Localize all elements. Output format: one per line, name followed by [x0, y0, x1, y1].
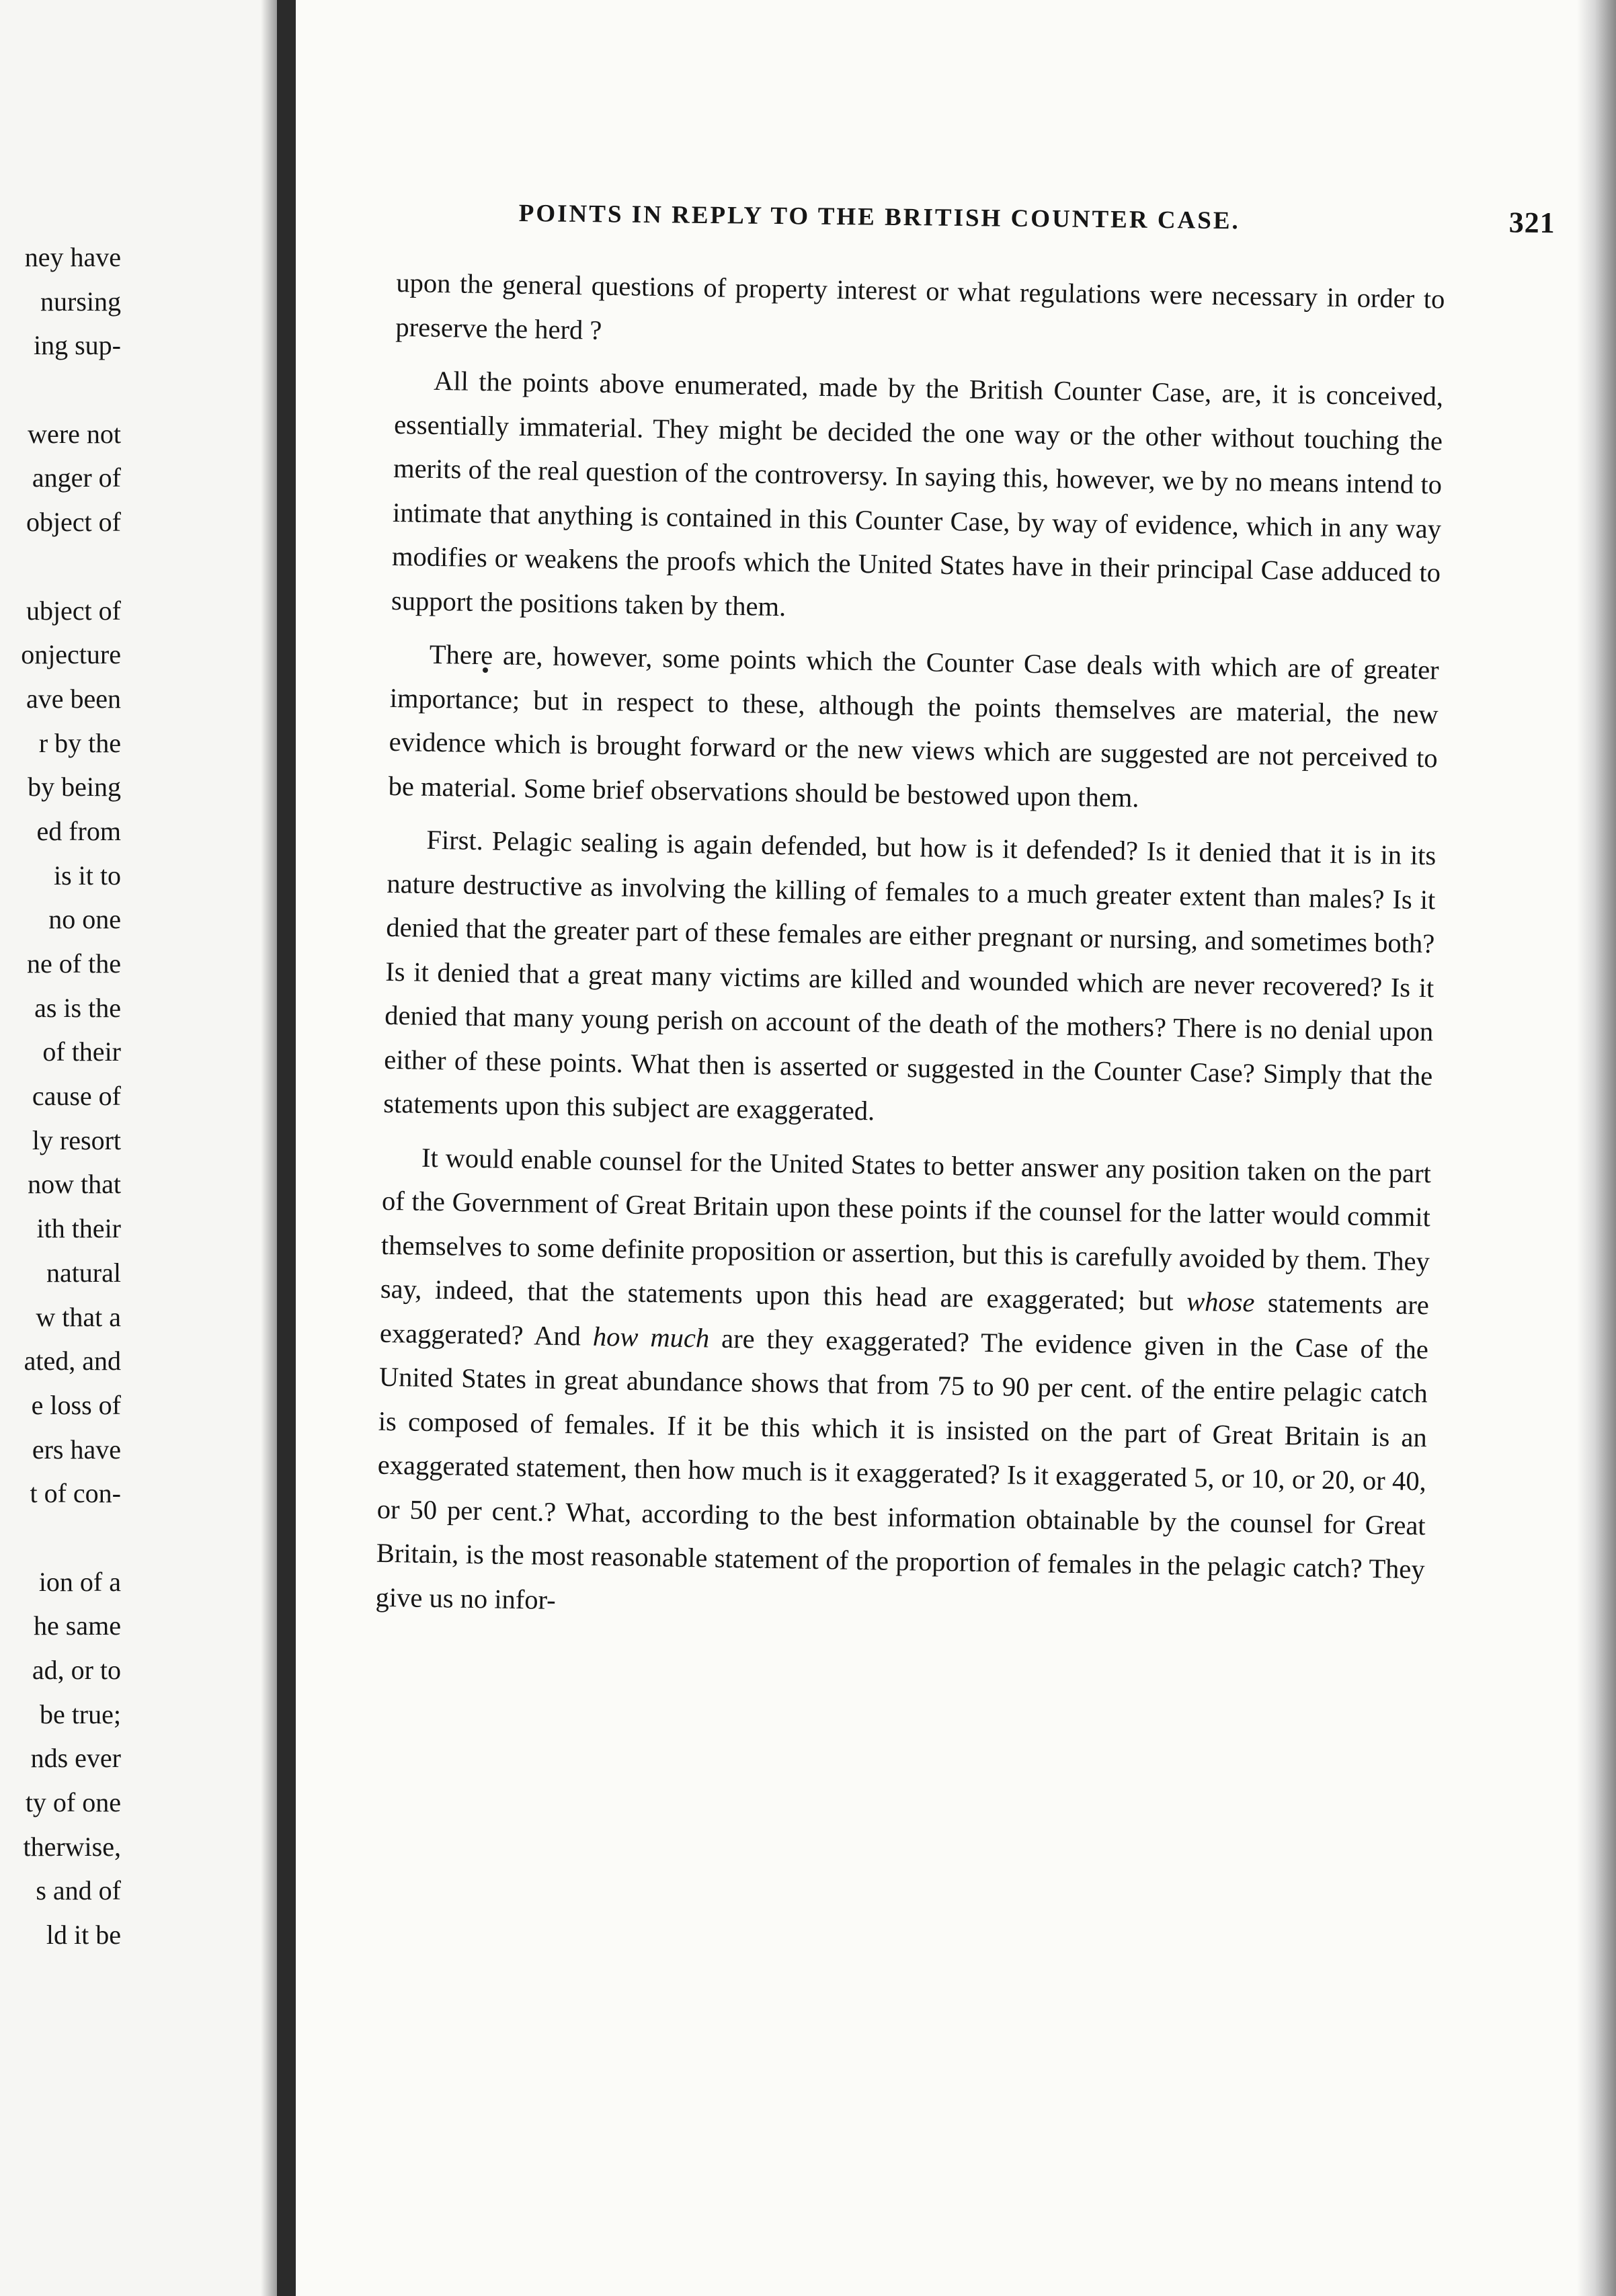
left-page-line: were not [28, 418, 121, 449]
left-page-line: ing sup- [34, 330, 121, 361]
paragraph-4: First. Pelagic sealing is again defended, but how is it defended? Is it denied that it is in its nature destructive as involving the killing of females to a much greater extent than males? Is it denied that the greater part of these females are either pregnant or nursing, and sometimes both? Is it denied that a great many victims are killed and wounded which are never recovered? Is it denied that many young perish on account of the death of the mothers? There is no denial upon either of these points. What then is asserted or suggested in the Counter Case? Simply that the statements upon this subject are exaggerated. [382, 824, 1437, 1126]
left-page-line: onjecture [21, 639, 121, 670]
left-page-line: anger of [32, 462, 121, 493]
left-page-line: is it to [53, 860, 121, 891]
paragraph-2: All the points above enumerated, made by the British Counter Case, are, it is conceived, essentially immaterial. They might be decided the one way or the other without touching the merits of the real question of the controversy. In saying this, however, we by no means intend to intimate that anything is contained in this Counter Case, by way of evidence, which in any way modifies or weakens the proofs which the United States have in their principal Case adduced to support the positions taken by them. [391, 365, 1444, 622]
left-page-text-fragments [0, 235, 121, 1957]
left-page-line: ly resort [32, 1124, 121, 1155]
left-page-line: ubject of [26, 595, 121, 626]
left-page-line: ion of a [38, 1566, 121, 1597]
left-page-line: ad, or to [32, 1655, 121, 1685]
left-page-line: t of con- [30, 1478, 121, 1509]
paragraph-5-part-c: are they exaggerated? The evidence given in the Case of the United States in great abundance shows that from 75 to 90 per cent. of the entire pelagic catch is composed of females. If it be this which it is insisted on the part of Great Britain is an exaggerated statement, then how much is it exaggerated? Is it exaggerated 5, or 10, or 20, or 40, or 50 per cent.? What, according to the best information obtainable by the counsel for Great Britain, is the most reasonable statement of the proportion of females in the pelagic catch? They give us no infor- [375, 1323, 1429, 1615]
running-head [519, 199, 1568, 239]
left-page-line: of their [42, 1036, 121, 1067]
paragraph-5 [375, 1135, 1431, 1635]
left-page-line: w that a [36, 1301, 121, 1332]
left-page-line: ne of the [27, 948, 121, 979]
left-page-line: therwise, [23, 1831, 121, 1862]
left-page-line [0, 1516, 121, 1560]
left-page-line: natural [46, 1257, 121, 1288]
left-page-line: by being [28, 772, 121, 803]
right-page [296, 0, 1616, 2296]
left-page-line: ave been [26, 683, 121, 714]
paragraph-5-part-b: statements are exaggerated? And [379, 1287, 1430, 1351]
paragraph-3: There are, however, some points which the Counter Case deals with which are of greater importance; but in respect to these, although the points themselves are material, the new evidence which is brought forward or the new views which are suggested are not perceived to be material. Some brief observations should be bestowed upon them. [388, 639, 1439, 813]
left-page-line: ed from [36, 815, 121, 846]
gutter-shadow [261, 0, 277, 2296]
page-number: 321 [1508, 206, 1556, 240]
left-facing-page [0, 0, 278, 2296]
running-title: POINTS IN REPLY TO THE BRITISH COUNTER CASE. [518, 199, 1240, 235]
left-page-line: r by the [38, 727, 121, 758]
left-page-line: as is the [34, 992, 121, 1023]
page-gutter [277, 0, 296, 2296]
paragraph-1: upon the general questions of property interest or what regulations were necessary in order to preserve the herd ? [395, 267, 1445, 345]
left-page-line: ty of one [25, 1787, 121, 1818]
left-page-line: e loss of [31, 1389, 121, 1420]
left-page-line: ated, and [24, 1346, 121, 1377]
left-page-line: nds ever [30, 1743, 121, 1774]
left-page-line: object of [26, 507, 121, 538]
left-page-line: cause of [32, 1081, 121, 1112]
left-page-line: now that [28, 1169, 121, 1200]
left-page-line: ers have [32, 1434, 121, 1465]
left-page-line: be true; [39, 1698, 121, 1729]
left-page-line: nursing [40, 286, 121, 317]
left-page-line: ld it be [46, 1920, 121, 1951]
left-page-line: ney have [24, 242, 121, 272]
page-edge-shadow [1577, 0, 1616, 2296]
left-page-line: no one [48, 904, 121, 935]
left-page-line [0, 368, 121, 412]
left-page-line [0, 544, 121, 589]
emphasis-how-much: how much [592, 1321, 710, 1354]
emphasis-whose: whose [1186, 1286, 1255, 1318]
left-page-line: s and of [36, 1875, 121, 1906]
body-text [375, 261, 1445, 1645]
left-page-line: he same [34, 1610, 121, 1641]
left-page-line: ith their [36, 1213, 121, 1244]
paragraph-5-part-a: It would enable counsel for the United States to better answer any position taken on the part of the Government of Great Britain upon these points if the counsel for the latter would commit themselves to some definite proposition or assertion, but this is carefully avoided by them. They say, indeed, that the statements upon this head are exaggerated; but [380, 1142, 1432, 1317]
